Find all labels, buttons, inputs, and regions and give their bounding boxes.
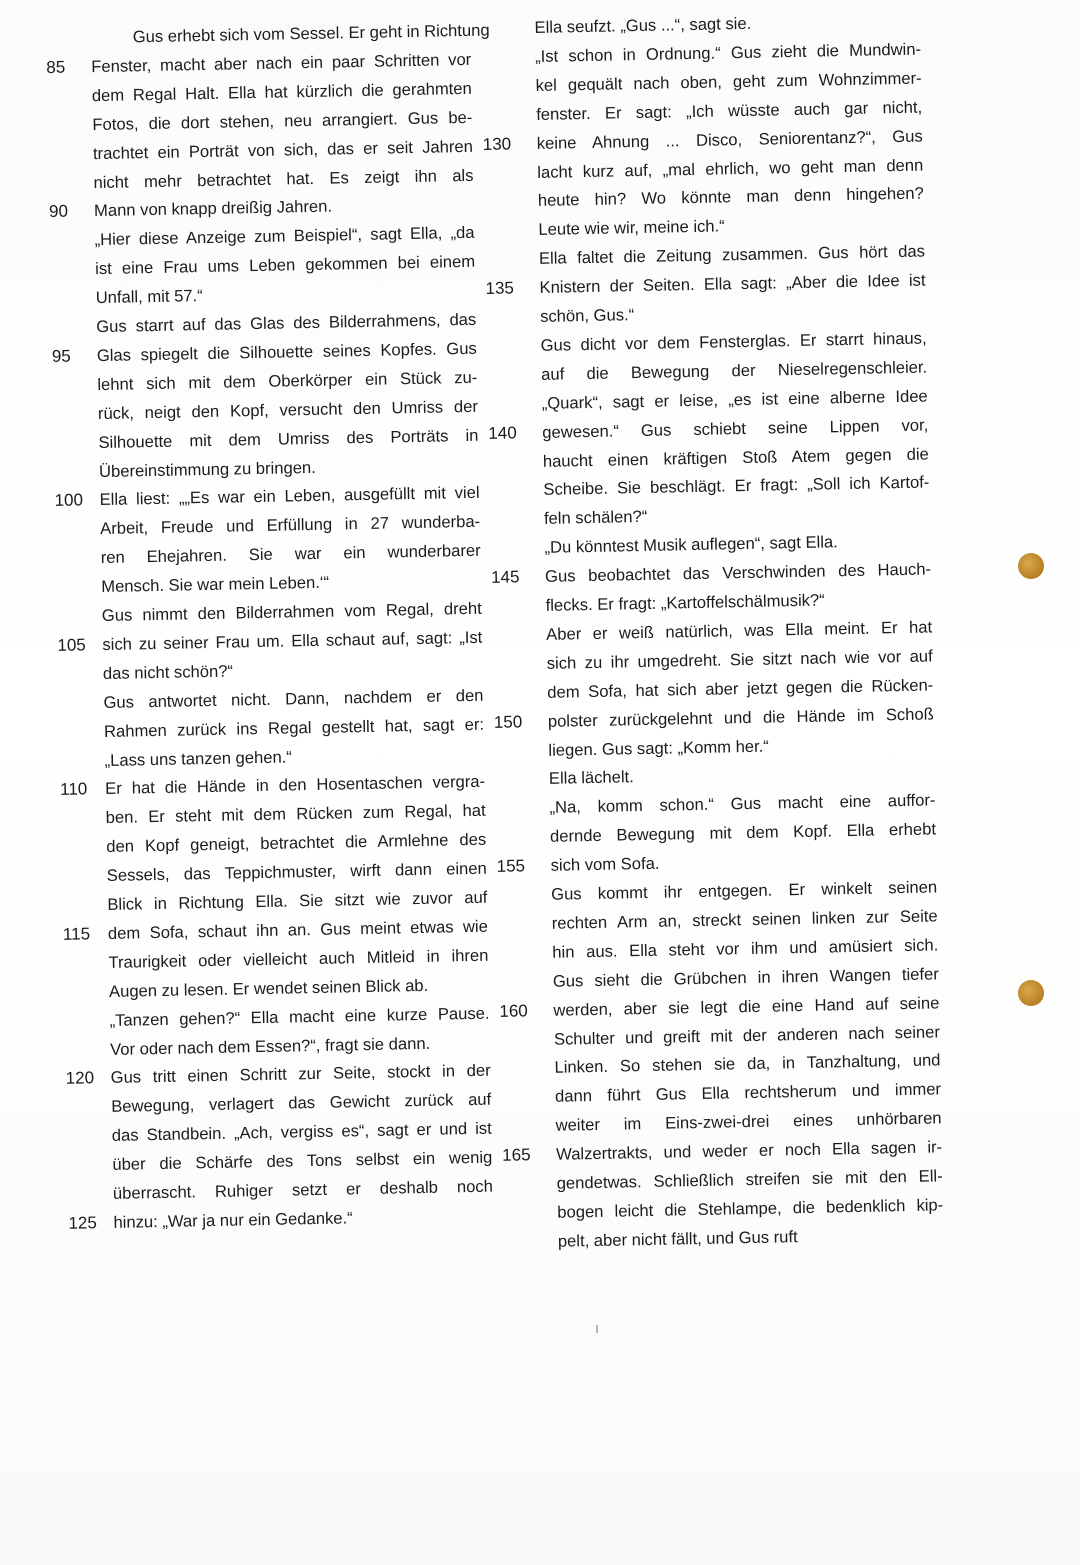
line-number (58, 659, 98, 660)
line-text: Rahmen zurück ins Regal gestellt hat, sagt er: (103, 714, 485, 741)
line-text: Bewegung, verlagert das Gewicht zurück auf (111, 1089, 492, 1117)
line-text: Übereinstimmung zu bringen. (98, 457, 316, 481)
line-text: Gus starrt auf das Glas des Bilderrahmens, das (96, 309, 477, 337)
line-number (492, 649, 532, 650)
line-number (501, 1111, 541, 1112)
line-text: ist eine Frau ums Leben gekommen bei einem (94, 251, 476, 279)
line-text: kel gequält nach oben, geht zum Wohnzimmer- (535, 68, 922, 95)
line-number: 95 (51, 346, 71, 366)
line-number (66, 1092, 106, 1093)
line-text: dernde Bewegung mit dem Kopf. Ella erhebt (549, 819, 937, 846)
punch-hole-top (1018, 553, 1044, 579)
line-text: Blick in Richtung Ella. Sie sitzt wie zuvor auf (107, 887, 488, 914)
line-number: 135 (485, 278, 515, 299)
line-number: 100 (54, 490, 84, 511)
line-text: Ella seufzt. „Gus ...“, sagt sie. (534, 13, 752, 37)
line-number (45, 23, 85, 24)
line-number: 145 (490, 567, 520, 587)
line-text: pelt, aber nicht fällt, und Gus ruft (557, 1226, 798, 1251)
line-number: 130 (482, 134, 512, 154)
line-text: rechten Arm an, streckt seinen linken zur Seite (551, 906, 938, 933)
line-number (52, 370, 92, 371)
line-text: Linken. So stehen sie da, in Tanzhaltung, und (554, 1050, 941, 1078)
line-text: Leute wie wir, meine ich.“ (538, 216, 725, 240)
line-text: Gus sieht die Grübchen in ihren Wangen tiefer (552, 964, 939, 991)
line-text: heute hin? Wo könnte man denn hingehen? (537, 183, 924, 211)
line-text: liegen. Gus sagt: „Komm her.“ (548, 736, 769, 760)
line-text: Gus antwortet nicht. Dann, nachdem er den (103, 685, 484, 712)
line-number: 165 (502, 1145, 531, 1165)
line-number (59, 717, 99, 718)
line-number (487, 360, 527, 361)
line-text: überrascht. Ruhiger setzt er deshalb noch (112, 1176, 494, 1203)
line-number (54, 457, 94, 458)
line-number (502, 1169, 542, 1170)
line-number (56, 572, 96, 573)
line-text: „Ist schon in Ordnung.“ Gus zieht die Mundwin- (534, 39, 922, 66)
line-text: nicht mehr betrachtet hat. Es zeigt ihn als (93, 165, 474, 192)
line-number (61, 832, 101, 833)
line-number (58, 688, 98, 689)
line-number (47, 81, 87, 82)
line-number (484, 215, 524, 216)
line-text: Knistern der Seiten. Ella sagt: „Aber die Idee ist (539, 270, 926, 298)
line-number (489, 447, 529, 448)
line-text: Gus dicht vor dem Fensterglas. Er starrt hinaus, (540, 328, 927, 355)
line-text: ren Ehejahren. Sie war ein wunderbarer (100, 540, 481, 568)
line-number (50, 283, 90, 284)
left-text-column (45, 0, 519, 1260)
line-text: Schulter und greift mit der anderen nach seiner (553, 1021, 941, 1049)
line-number (53, 399, 93, 400)
line-number (501, 1082, 541, 1083)
line-number (59, 746, 99, 747)
line-number (64, 977, 104, 978)
line-text: lacht kurz auf, „mal ehrlich, wo geht man denn (537, 155, 924, 182)
line-text: Walzertrakts, und weder er noch Ella sagen ir- (555, 1137, 943, 1164)
line-text: Aber er weiß natürlich, was Ella meint. Er hat (546, 617, 933, 644)
line-number: 85 (46, 57, 66, 77)
line-number: 90 (48, 201, 69, 222)
line-number (489, 476, 529, 477)
line-number (49, 225, 89, 226)
line-number (65, 1035, 105, 1036)
line-number (490, 533, 530, 534)
line-number (496, 822, 536, 823)
line-number (480, 13, 520, 14)
line-number (486, 331, 526, 332)
line-number (493, 678, 533, 679)
line-text: schön, Gus.“ (539, 305, 635, 326)
line-number (63, 948, 103, 949)
line-number (47, 110, 87, 111)
line-text: gewesen.“ Gus schiebt seine Lippen vor, (542, 415, 929, 442)
line-text: dann führt Gus Ella rechtsherum und immer (554, 1079, 942, 1107)
line-number (500, 1025, 540, 1026)
line-number (51, 312, 91, 313)
line-text: lehnt sich mit dem Oberkörper ein Stück zu- (97, 367, 478, 394)
line-number (494, 736, 534, 737)
line-text: bogen leicht die Stehlampe, die bedenklich kip- (557, 1195, 944, 1222)
line-text: dem Regal Halt. Ella hat kürzlich die gerahmten (91, 78, 472, 105)
line-number (67, 1150, 107, 1151)
line-text: Mensch. Sie war mein Leben.‘“ (101, 572, 330, 597)
line-text: polster zurückgelehnt und die Hände im Schoß (547, 704, 934, 731)
line-text: Traurigkeit oder vielleicht auch Mitleid in ihren (108, 945, 489, 972)
line-text: das nicht schön?“ (102, 661, 234, 683)
line-number (62, 861, 102, 862)
line-text: „Tanzen gehen?“ Ella macht eine kurze Pause. (109, 1003, 490, 1030)
line-text: hin aus. Ella steht vor ihm und amüsiert sich. (552, 935, 939, 962)
line-text: „Na, komm schon.“ Gus macht eine auffor- (549, 790, 936, 818)
line-text: Gus tritt einen Schritt zur Seite, stockt in der (110, 1061, 491, 1088)
line-number (503, 1198, 543, 1199)
line-number (499, 967, 539, 968)
line-text: Ella faltet die Zeitung zusammen. Gus hört das (538, 241, 926, 269)
line-text: Er hat die Hände in den Hosentaschen vergra- (104, 772, 486, 799)
line-text: sich zu ihr umgedreht. Sie sitzt nach wie vor auf (546, 646, 933, 673)
line-number (491, 591, 531, 592)
line-number (482, 100, 522, 101)
line-text: ben. Er steht mit dem Rücken zum Regal, hat (105, 800, 486, 828)
line-number: 115 (62, 924, 91, 944)
line-text: haucht einen kräftigen Stoß Atem gegen die (542, 443, 929, 471)
line-number: 110 (59, 779, 88, 800)
line-number (492, 620, 532, 621)
line-text: auf die Bewegung der Nieselregenschleier. (541, 357, 928, 384)
line-text: Ella liest: „„Es war ein Leben, ausgefüllt mit viel (99, 483, 480, 510)
line-text: „Du könntest Musik auflegen“, sagt Ella. (544, 532, 838, 558)
line-number (484, 187, 524, 188)
line-text: Gus nimmt den Bilderrahmen vom Regal, dreht (101, 598, 482, 626)
line-text: sich zu seiner Frau um. Ella schaut auf, sagt: „Ist (102, 627, 483, 654)
line-number (62, 890, 102, 891)
line-text: Fotos, die dort stehen, neu arrangiert. Gus be- (92, 107, 473, 134)
line-number (50, 254, 90, 255)
line-text: Ella lächelt. (548, 767, 634, 789)
line-text: Mann von knapp dreißig Jahren. (93, 196, 333, 221)
scan-speck (596, 1325, 598, 1333)
line-text: das Standbein. „Ach, vergiss es“, sagt er und ist (111, 1118, 492, 1146)
line-text: Arbeit, Freude und Erfüllung in 27 wunderba- (99, 512, 481, 539)
line-number (55, 514, 95, 515)
line-number (485, 244, 525, 245)
line-number (68, 1179, 108, 1180)
line-text: „Lass uns tanzen gehen.“ (104, 746, 293, 770)
line-text: Gus erhebt sich vom Sessel. Er geht in Richtung (132, 20, 490, 47)
line-number (495, 764, 535, 765)
line-text: trachtet ein Porträt von sich, das er seit Jahren (92, 136, 474, 163)
line-text: dem Sofa, hat sich aber jetzt gegen die Rücken- (547, 675, 934, 702)
line-text: werden, aber sie legt die eine Hand auf seine (553, 992, 940, 1020)
line-number (487, 389, 527, 390)
line-text: Silhouette mit dem Umriss des Porträts in (98, 425, 479, 452)
line-number: 155 (496, 856, 526, 876)
line-text: fenster. Er sagt: „Ich wüsste auch gar nicht, (536, 97, 923, 124)
line-text: rück, neigt den Kopf, versucht den Umriss der (97, 396, 479, 423)
line-number (486, 302, 526, 303)
line-text: gendetwas. Schließlich streifen sie mit den Ell- (556, 1166, 943, 1193)
line-number: 105 (57, 635, 86, 655)
line-text: Gus beobachtet das Verschwinden des Hauch- (544, 559, 932, 586)
line-text: dem Sofa, schaut ihn an. Gus meint etwas wie (107, 916, 489, 943)
line-number (55, 543, 95, 544)
line-text: Gus kommt ihr entgegen. Er winkelt seinen (550, 877, 938, 904)
line-text: „Quark“, sagt er leise, „es ist eine alberne Idee (541, 386, 928, 413)
line-number: 140 (488, 422, 517, 443)
line-text: Sessels, das Teppichmuster, wirft dann einen (106, 858, 487, 886)
line-number (48, 139, 88, 140)
line-number: 160 (499, 1000, 528, 1021)
line-text: Unfall, mit 57.“ (95, 286, 203, 308)
line-number (64, 1006, 104, 1007)
line-number (483, 158, 523, 159)
line-text: Glas spiegelt die Silhouette seines Kopfes. Gus (96, 338, 477, 365)
line-number: 120 (65, 1068, 95, 1089)
line-text: keine Ahnung ... Disco, Seniorentanz?“, Gus (536, 126, 923, 153)
line-number (481, 71, 521, 72)
line-number: 125 (68, 1213, 98, 1233)
punch-hole-bottom (1018, 980, 1044, 1006)
line-number: 150 (493, 711, 523, 732)
line-text: Vor oder nach dem Essen?“, fragt sie dann. (109, 1033, 431, 1059)
line-text: weiter im Eins-zwei-drei eines unhörbaren (555, 1108, 942, 1135)
line-text: flecks. Er fragt: „Kartoffelschälmusik?“ (545, 590, 825, 615)
line-text: Fenster, macht aber nach ein paar Schritten vor (91, 49, 472, 77)
line-text: feln schälen?“ (543, 507, 648, 529)
line-number (497, 909, 537, 910)
line-number (490, 504, 530, 505)
line-text: Scheibe. Sie beschlägt. Er fragt: „Soll ich Kartof- (543, 472, 930, 500)
line-number (57, 601, 97, 602)
line-number (67, 1121, 107, 1122)
line-number (504, 1227, 544, 1228)
line-number (53, 428, 93, 429)
line-text: „Hier diese Anzeige zum Beispiel“, sagt Ella, „da (94, 223, 475, 250)
line-text: den Kopf geneigt, betrachtet die Armlehne des (106, 829, 487, 857)
line-text: über die Schärfe des Tons selbst ein wenig (112, 1147, 493, 1175)
line-number (500, 1053, 540, 1054)
line-text: sich vom Sofa. (550, 853, 660, 875)
line-number (60, 803, 100, 804)
line-number (495, 793, 535, 794)
right-text-column (480, 0, 969, 1260)
line-text: hinzu: „War ja nur ein Gedanke.“ (113, 1208, 353, 1232)
line-number (481, 42, 521, 43)
line-text: Augen zu lesen. Er wendet seinen Blick ab. (108, 975, 429, 1001)
line-number (48, 168, 88, 169)
line-number (498, 938, 538, 939)
line-number (497, 880, 537, 881)
